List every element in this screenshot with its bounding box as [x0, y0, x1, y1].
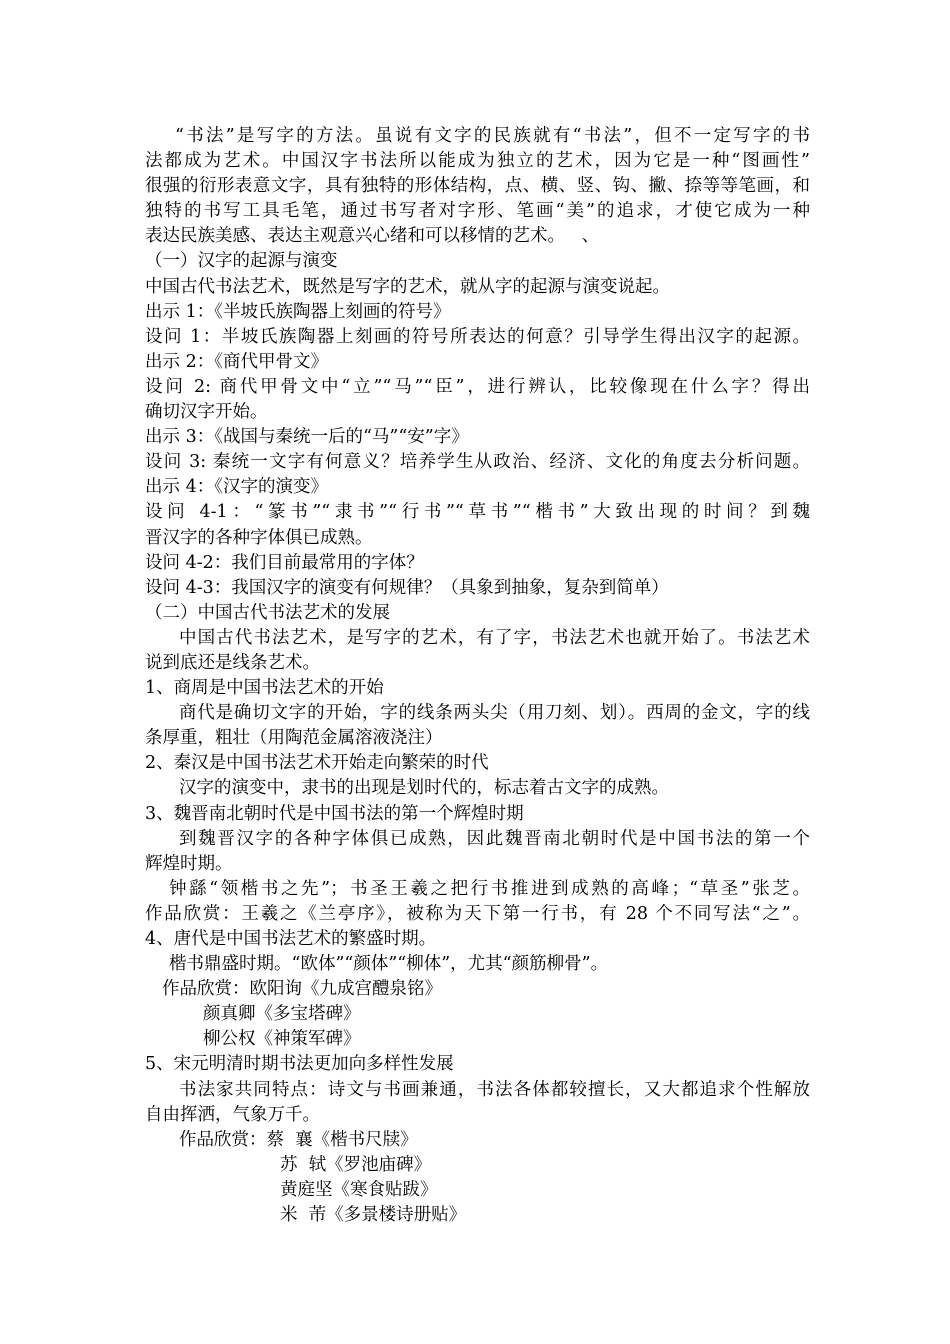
text-line: 黄庭坚《寒食贴跋》 — [280, 1179, 438, 1200]
text-line: 独特的书写工具毛笔，通过书写者对字形、笔画“美”的追求，才使它成为一种 — [145, 201, 810, 222]
text-line: 到魏晋汉字的各种字体俱已成熟，因此魏晋南北朝时代是中国书法的第一个 — [179, 828, 810, 849]
document-page — [145, 124, 810, 1228]
text-line: 设问 4-1：“篆书”“隶书”“行书”“草书”“楷书”大致出现的时间？到魏 — [145, 502, 810, 523]
text-line: 中国古代书法艺术，是写字的艺术，有了字，书法艺术也就开始了。书法艺术 — [179, 627, 810, 648]
text-line: 辉煌时期。 — [145, 853, 233, 874]
text-line: 条厚重，粗壮（用陶范金属溶液浇注） — [145, 728, 443, 749]
text-line: 表达民族美感、表达主观意兴心绪和可以移情的艺术。 、 — [145, 226, 600, 247]
text-line: 柳公权《神策军碑》 — [203, 1029, 361, 1050]
text-line: 出示 3：《战国与秦统一后的“马”“安”字》 — [145, 427, 469, 448]
text-line: 设问 1：半坡氏族陶器上刻画的符号所表达的何意？引导学生得出汉字的起源。 — [145, 326, 810, 347]
text-line: 确切汉字开始。 — [145, 402, 268, 423]
text-line: 中国古代书法艺术，既然是写字的艺术，就从字的起源与演变说起。 — [145, 276, 670, 297]
text-line: 说到底还是线条艺术。 — [145, 652, 320, 673]
text-line: 3、魏晋南北朝时代是中国书法的第一个辉煌时期 — [145, 803, 524, 824]
text-line: 5、宋元明清时期书法更加向多样性发展 — [145, 1054, 454, 1075]
text-line: 2、秦汉是中国书法艺术开始走向繁荣的时代 — [145, 753, 489, 774]
text-line: 法都成为艺术。中国汉字书法所以能成为独立的艺术，因为它是一种“图画性” — [145, 151, 810, 172]
text-line: 作品欣赏：欧阳询《九成宫醴泉铭》 — [162, 979, 442, 1000]
text-line: 作品欣赏：王羲之《兰亭序》，被称为天下第一行书，有 28 个不同写法“之”。 — [145, 903, 810, 924]
text-line: 米 芾《多景楼诗册贴》 — [280, 1205, 467, 1226]
text-line: 1、商周是中国书法艺术的开始 — [145, 678, 384, 699]
text-line: 楷书鼎盛时期。“欧体”“颜体”“柳体”，尤其“颜筋柳骨”。 — [169, 954, 609, 975]
text-line: 出示 1：《半坡氏族陶器上刻画的符号》 — [145, 301, 451, 322]
text-line: 苏 轼《罗池庙碑》 — [280, 1154, 432, 1175]
text-line: 设问 3: 秦统一文字有何意义？培养学生从政治、经济、文化的角度去分析问题。 — [145, 452, 810, 473]
text-line: 自由挥洒，气象万千。 — [145, 1104, 320, 1125]
text-line: 出示 2：《商代甲骨文》 — [145, 351, 328, 372]
text-line: 汉字的演变中，隶书的出现是划时代的，标志着古文字的成熟。 — [179, 778, 669, 799]
text-line: 作品欣赏：蔡 襄《楷书尺牍》 — [179, 1129, 418, 1150]
text-line: 钟繇“领楷书之先”；书圣王羲之把行书推进到成熟的高峰；“草圣”张芝。 — [169, 878, 810, 899]
text-line: 设问 4-3：我国汉字的演变有何规律？（具象到抽象，复杂到简单） — [145, 577, 669, 598]
text-line: 颜真卿《多宝塔碑》 — [203, 1004, 361, 1025]
text-line: （一）汉字的起源与演变 — [145, 251, 338, 272]
text-line: 书法家共同特点：诗文与书画兼通，书法各体都较擅长，又大都追求个性解放 — [179, 1079, 810, 1100]
text-line: 晋汉字的各种字体俱已成熟。 — [145, 527, 373, 548]
text-line: “书法”是写字的方法。虽说有文字的民族就有“书法”，但不一定写字的书 — [175, 126, 810, 146]
text-line: 设问 4-2：我们目前最常用的字体？ — [145, 552, 424, 573]
text-line: 设问 2: 商代甲骨文中“立”“马”“臣”，进行辨认，比较像现在什么字？得出 — [145, 376, 810, 397]
text-line: 出示 4：《汉字的演变》 — [145, 477, 328, 498]
text-line: 4、唐代是中国书法艺术的繁盛时期。 — [145, 929, 437, 949]
text-line: 很强的衍形表意文字，具有独特的形体结构，点、横、竖、钩、撇、捺等等笔画，和 — [145, 176, 810, 197]
text-line: （二）中国古代书法艺术的发展 — [145, 602, 390, 623]
text-line: 商代是确切文字的开始，字的线条两头尖（用刀刻、划）。西周的金文，字的线 — [179, 703, 810, 724]
